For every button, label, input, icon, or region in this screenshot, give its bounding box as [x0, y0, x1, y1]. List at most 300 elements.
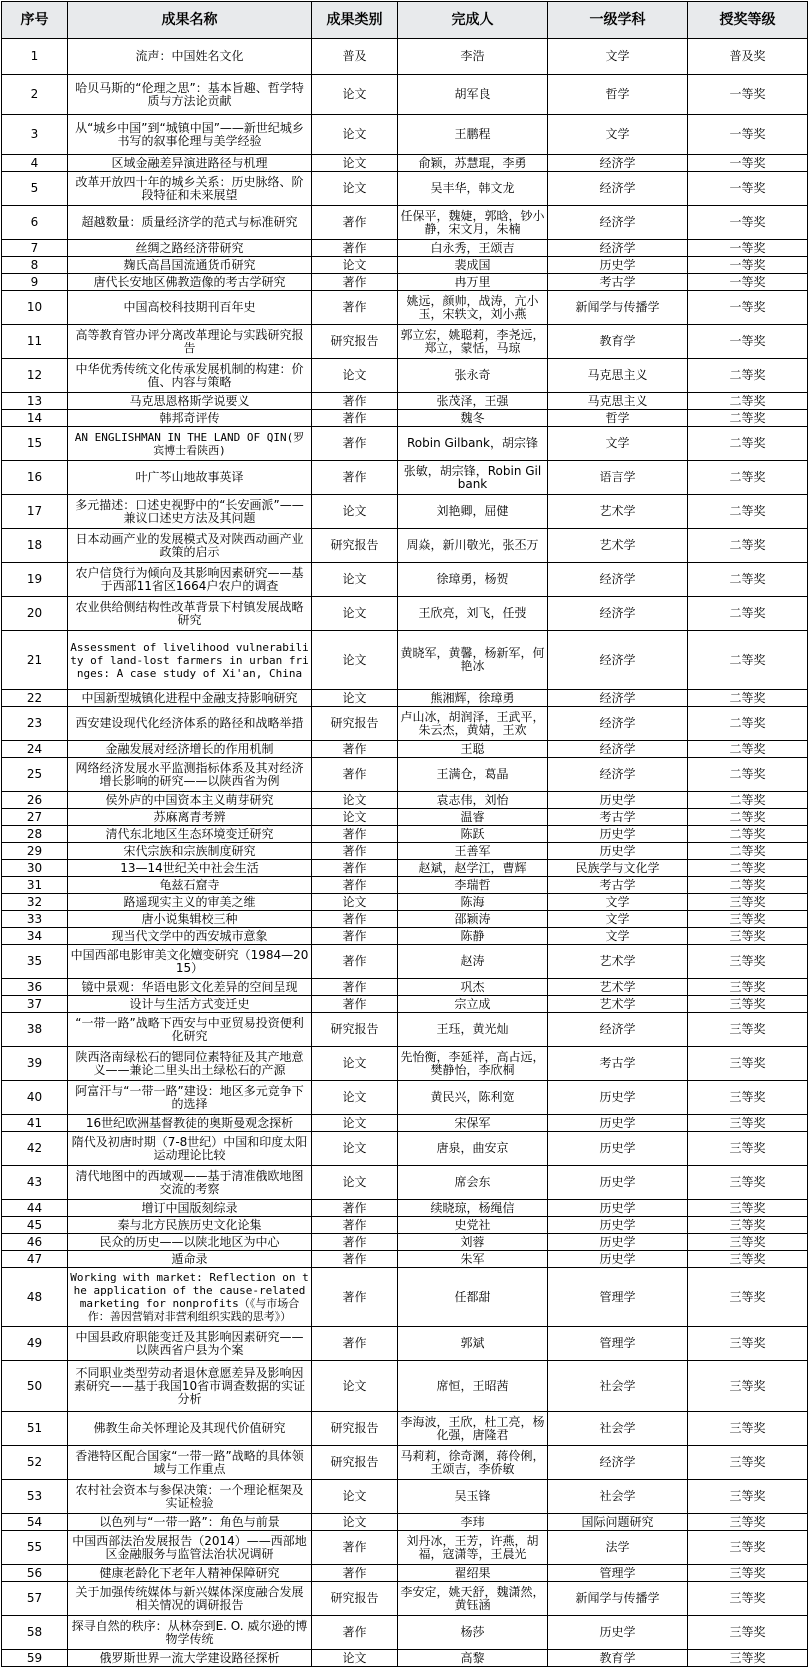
- row-award: 二等奖: [688, 410, 808, 427]
- row-category: 著作: [312, 1531, 398, 1565]
- row-index: 54: [2, 1514, 68, 1531]
- row-category: 论文: [312, 792, 398, 809]
- row-discipline: 艺术学: [548, 996, 688, 1013]
- row-category: 论文: [312, 894, 398, 911]
- row-title: 13—14世纪关中社会生活: [68, 860, 312, 877]
- table-row: [2, 928, 808, 945]
- row-title: 网络经济发展水平监测指标体系及其对经济增长影响的研究——以陕西省为例: [68, 758, 312, 792]
- row-index: 48: [2, 1268, 68, 1327]
- row-category: 著作: [312, 945, 398, 979]
- row-title: 清代地图中的西域观——基于清准俄欧地图交流的考察: [68, 1166, 312, 1200]
- row-discipline: 考古学: [548, 1047, 688, 1081]
- row-discipline: 经济学: [548, 172, 688, 206]
- row-index: 26: [2, 792, 68, 809]
- row-authors: 任保平，魏婕，郭晗，钞小静，宋文月，朱楠: [398, 206, 548, 240]
- row-authors: 赵斌，赵学江，曹辉: [398, 860, 548, 877]
- table-row: [2, 979, 808, 996]
- row-index: 16: [2, 461, 68, 495]
- row-index: 17: [2, 495, 68, 529]
- row-discipline: 法学: [548, 1531, 688, 1565]
- row-discipline: 历史学: [548, 792, 688, 809]
- row-title: 健康老龄化下老年人精神保障研究: [68, 1565, 312, 1582]
- row-authors: 胡军良: [398, 75, 548, 115]
- row-discipline: 经济学: [548, 563, 688, 597]
- awards-table: [1, 1, 808, 1667]
- table-row: [2, 1446, 808, 1480]
- table-row: [2, 359, 808, 393]
- row-category: 研究报告: [312, 529, 398, 563]
- table-row: [2, 1013, 808, 1047]
- row-category: 论文: [312, 359, 398, 393]
- row-index: 42: [2, 1132, 68, 1166]
- table-row: [2, 427, 808, 461]
- row-discipline: 历史学: [548, 1616, 688, 1650]
- row-category: 普及: [312, 39, 398, 75]
- row-authors: 李安定，姚天舒，魏潇然，黄钰涵: [398, 1582, 548, 1616]
- row-authors: 陈静: [398, 928, 548, 945]
- row-category: 研究报告: [312, 325, 398, 359]
- table-row: [2, 563, 808, 597]
- row-authors: 李玮: [398, 1514, 548, 1531]
- row-title: 宋代宗族和宗族制度研究: [68, 843, 312, 860]
- row-index: 7: [2, 240, 68, 257]
- row-authors: 赵涛: [398, 945, 548, 979]
- row-award: 二等奖: [688, 741, 808, 758]
- row-award: 二等奖: [688, 758, 808, 792]
- row-authors: 张永奇: [398, 359, 548, 393]
- row-index: 34: [2, 928, 68, 945]
- row-category: 论文: [312, 563, 398, 597]
- row-title: 遁命录: [68, 1251, 312, 1268]
- row-award: 三等奖: [688, 1132, 808, 1166]
- row-award: 一等奖: [688, 155, 808, 172]
- row-award: 三等奖: [688, 1200, 808, 1217]
- row-category: 论文: [312, 631, 398, 690]
- table-row: [2, 690, 808, 707]
- row-category: 著作: [312, 206, 398, 240]
- table-row: [2, 1582, 808, 1616]
- table-row: [2, 155, 808, 172]
- row-index: 37: [2, 996, 68, 1013]
- table-row: [2, 741, 808, 758]
- table-row: [2, 393, 808, 410]
- row-index: 36: [2, 979, 68, 996]
- row-category: 论文: [312, 75, 398, 115]
- table-row: [2, 911, 808, 928]
- row-index: 3: [2, 115, 68, 155]
- row-title: 路遥现实主义的审美之维: [68, 894, 312, 911]
- row-authors: 黄民兴，陈利宽: [398, 1081, 548, 1115]
- row-authors: 王珏，黄光灿: [398, 1013, 548, 1047]
- row-discipline: 历史学: [548, 257, 688, 274]
- row-discipline: 经济学: [548, 1013, 688, 1047]
- row-index: 25: [2, 758, 68, 792]
- row-discipline: 历史学: [548, 843, 688, 860]
- row-award: 二等奖: [688, 690, 808, 707]
- header-discipline: 一级学科: [548, 2, 688, 39]
- row-title: 设计与生活方式变迁史: [68, 996, 312, 1013]
- row-authors: 朱军: [398, 1251, 548, 1268]
- row-title: 马克思恩格斯学说要义: [68, 393, 312, 410]
- row-award: 二等奖: [688, 631, 808, 690]
- table-row: [2, 39, 808, 75]
- table-row: [2, 758, 808, 792]
- header-index: 序号: [2, 2, 68, 39]
- row-award: 三等奖: [688, 1327, 808, 1361]
- row-index: 23: [2, 707, 68, 741]
- row-category: 著作: [312, 826, 398, 843]
- row-award: 二等奖: [688, 809, 808, 826]
- row-discipline: 考古学: [548, 877, 688, 894]
- row-index: 10: [2, 291, 68, 325]
- row-index: 51: [2, 1412, 68, 1446]
- row-index: 24: [2, 741, 68, 758]
- row-authors: 先怡衡，李延祥，高占远，樊静怡，李欣桐: [398, 1047, 548, 1081]
- row-title: 韩邦奇评传: [68, 410, 312, 427]
- row-title: 俄罗斯世界一流大学建设路径探析: [68, 1650, 312, 1667]
- row-title: 关于加强传统媒体与新兴媒体深度融合发展相关情况的调研报告: [68, 1582, 312, 1616]
- table-row: [2, 325, 808, 359]
- row-award: 三等奖: [688, 1446, 808, 1480]
- table-row: [2, 1361, 808, 1412]
- row-award: 二等奖: [688, 843, 808, 860]
- row-category: 著作: [312, 427, 398, 461]
- row-discipline: 哲学: [548, 75, 688, 115]
- row-authors: 吴玉锋: [398, 1480, 548, 1514]
- row-authors: 马莉莉，徐奇渊，蒋伶俐，王颂吉，李侨敏: [398, 1446, 548, 1480]
- row-award: 三等奖: [688, 894, 808, 911]
- row-award: 三等奖: [688, 1361, 808, 1412]
- row-title: 区域金融差异演进路径与机理: [68, 155, 312, 172]
- row-title: 清代东北地区生态环境变迁研究: [68, 826, 312, 843]
- row-discipline: 管理学: [548, 1327, 688, 1361]
- row-category: 论文: [312, 1650, 398, 1667]
- row-index: 11: [2, 325, 68, 359]
- row-category: 研究报告: [312, 1412, 398, 1446]
- row-index: 35: [2, 945, 68, 979]
- row-award: 二等奖: [688, 461, 808, 495]
- row-category: 著作: [312, 860, 398, 877]
- table-row: [2, 1480, 808, 1514]
- row-category: 论文: [312, 1115, 398, 1132]
- table-row: [2, 1412, 808, 1446]
- row-discipline: 经济学: [548, 206, 688, 240]
- row-award: 三等奖: [688, 1234, 808, 1251]
- row-award: 三等奖: [688, 996, 808, 1013]
- table-row: [2, 1327, 808, 1361]
- row-award: 三等奖: [688, 1115, 808, 1132]
- row-award: 三等奖: [688, 1531, 808, 1565]
- row-discipline: 新闻学与传播学: [548, 291, 688, 325]
- row-index: 2: [2, 75, 68, 115]
- table-row: [2, 410, 808, 427]
- row-discipline: 马克思主义: [548, 393, 688, 410]
- row-category: 论文: [312, 1047, 398, 1081]
- row-authors: 高黎: [398, 1650, 548, 1667]
- row-award: 三等奖: [688, 1412, 808, 1446]
- row-title: 民众的历史——以陕北地区为中心: [68, 1234, 312, 1251]
- row-authors: 姚远，颜帅，战涛，亢小玉，宋轶文，刘小燕: [398, 291, 548, 325]
- row-authors: 俞颖，苏慧琨，李勇: [398, 155, 548, 172]
- row-award: 三等奖: [688, 1013, 808, 1047]
- row-title: 农村社会资本与参保决策：一个理论框架及实证检验: [68, 1480, 312, 1514]
- row-index: 56: [2, 1565, 68, 1582]
- table-row: [2, 826, 808, 843]
- row-index: 55: [2, 1531, 68, 1565]
- row-title: 日本动画产业的发展模式及对陕西动画产业政策的启示: [68, 529, 312, 563]
- row-award: 二等奖: [688, 826, 808, 843]
- row-index: 58: [2, 1616, 68, 1650]
- row-award: 三等奖: [688, 1268, 808, 1327]
- row-award: 一等奖: [688, 172, 808, 206]
- row-authors: 任都甜: [398, 1268, 548, 1327]
- row-discipline: 历史学: [548, 1251, 688, 1268]
- row-authors: 刘蓉: [398, 1234, 548, 1251]
- row-index: 18: [2, 529, 68, 563]
- table-row: [2, 240, 808, 257]
- row-authors: 李瑞哲: [398, 877, 548, 894]
- row-award: 三等奖: [688, 928, 808, 945]
- row-authors: 王鹏程: [398, 115, 548, 155]
- row-category: 著作: [312, 996, 398, 1013]
- row-index: 43: [2, 1166, 68, 1200]
- row-award: 三等奖: [688, 979, 808, 996]
- row-discipline: 文学: [548, 928, 688, 945]
- row-award: 一等奖: [688, 291, 808, 325]
- row-authors: 魏冬: [398, 410, 548, 427]
- row-category: 论文: [312, 1081, 398, 1115]
- table-row: [2, 1234, 808, 1251]
- row-title: AN ENGLISHMAN IN THE LAND OF QIN(罗宾博士看陕西): [68, 427, 312, 461]
- table-row: [2, 495, 808, 529]
- row-index: 14: [2, 410, 68, 427]
- row-authors: Robin Gilbank，胡宗锋: [398, 427, 548, 461]
- row-award: 三等奖: [688, 1650, 808, 1667]
- header-row: [2, 2, 808, 39]
- table-row: [2, 1268, 808, 1327]
- row-index: 40: [2, 1081, 68, 1115]
- row-index: 44: [2, 1200, 68, 1217]
- row-index: 41: [2, 1115, 68, 1132]
- row-category: 著作: [312, 877, 398, 894]
- table-row: [2, 809, 808, 826]
- row-category: 著作: [312, 274, 398, 291]
- row-category: 论文: [312, 1480, 398, 1514]
- row-discipline: 社会学: [548, 1412, 688, 1446]
- row-category: 论文: [312, 257, 398, 274]
- header-award: 授奖等级: [688, 2, 808, 39]
- row-award: 三等奖: [688, 1514, 808, 1531]
- table-row: [2, 1047, 808, 1081]
- row-discipline: 经济学: [548, 155, 688, 172]
- table-row: [2, 1531, 808, 1565]
- row-discipline: 管理学: [548, 1268, 688, 1327]
- row-title: 镜中景观：华语电影文化差异的空间呈现: [68, 979, 312, 996]
- row-index: 20: [2, 597, 68, 631]
- row-authors: 邵颖涛: [398, 911, 548, 928]
- row-index: 28: [2, 826, 68, 843]
- row-index: 19: [2, 563, 68, 597]
- row-discipline: 经济学: [548, 597, 688, 631]
- row-title: 侯外庐的中国资本主义萌芽研究: [68, 792, 312, 809]
- row-title: 唐代长安地区佛教造像的考古学研究: [68, 274, 312, 291]
- row-title: 增订中国版刻综录: [68, 1200, 312, 1217]
- row-discipline: 文学: [548, 39, 688, 75]
- row-category: 著作: [312, 1327, 398, 1361]
- row-discipline: 国际问题研究: [548, 1514, 688, 1531]
- row-title: 中国县政府职能变迁及其影响因素研究——以陕西省户县为个案: [68, 1327, 312, 1361]
- table-row: [2, 291, 808, 325]
- row-discipline: 新闻学与传播学: [548, 1582, 688, 1616]
- row-category: 著作: [312, 1565, 398, 1582]
- row-award: 一等奖: [688, 75, 808, 115]
- row-title: 不同职业类型劳动者退休意愿差异及影响因素研究——基于我国10省市调查数据的实证分析: [68, 1361, 312, 1412]
- row-discipline: 考古学: [548, 274, 688, 291]
- row-discipline: 文学: [548, 427, 688, 461]
- table-row: [2, 843, 808, 860]
- row-authors: 冉万里: [398, 274, 548, 291]
- row-category: 著作: [312, 393, 398, 410]
- row-authors: 宋保军: [398, 1115, 548, 1132]
- row-index: 57: [2, 1582, 68, 1616]
- row-award: 一等奖: [688, 115, 808, 155]
- row-category: 论文: [312, 1514, 398, 1531]
- row-index: 1: [2, 39, 68, 75]
- row-award: 二等奖: [688, 860, 808, 877]
- row-category: 论文: [312, 495, 398, 529]
- row-award: 三等奖: [688, 945, 808, 979]
- row-award: 二等奖: [688, 427, 808, 461]
- row-authors: 吴丰华，韩文龙: [398, 172, 548, 206]
- row-authors: 郭斌: [398, 1327, 548, 1361]
- row-category: 论文: [312, 155, 398, 172]
- row-authors: 黄晓军，黄馨，杨新军，何艳冰: [398, 631, 548, 690]
- row-category: 论文: [312, 115, 398, 155]
- row-authors: 宗立成: [398, 996, 548, 1013]
- row-title: 中国高校科技期刊百年史: [68, 291, 312, 325]
- row-category: 著作: [312, 741, 398, 758]
- table-row: [2, 597, 808, 631]
- table-row: [2, 115, 808, 155]
- row-title: Assessment of livelihood vulnerability of land-lost farmers in urban fringes: A case study of Xi'an, China: [68, 631, 312, 690]
- row-category: 著作: [312, 1268, 398, 1327]
- row-authors: 翟绍果: [398, 1565, 548, 1582]
- row-discipline: 历史学: [548, 826, 688, 843]
- row-award: 普及奖: [688, 39, 808, 75]
- row-index: 39: [2, 1047, 68, 1081]
- row-category: 论文: [312, 597, 398, 631]
- row-authors: 郭立宏，姚聪莉，李尧远，郑立，蒙恬，马琼: [398, 325, 548, 359]
- row-category: 著作: [312, 979, 398, 996]
- row-category: 论文: [312, 1132, 398, 1166]
- row-discipline: 文学: [548, 115, 688, 155]
- table-row: [2, 257, 808, 274]
- row-title: 佛教生命关怀理论及其现代价值研究: [68, 1412, 312, 1446]
- row-category: 著作: [312, 758, 398, 792]
- table-row: [2, 707, 808, 741]
- row-index: 38: [2, 1013, 68, 1047]
- row-authors: 李海波，王欣，杜工亮，杨化强，唐隆君: [398, 1412, 548, 1446]
- row-title: 超越数量：质量经济学的范式与标准研究: [68, 206, 312, 240]
- row-discipline: 历史学: [548, 1200, 688, 1217]
- row-authors: 王满仓，葛晶: [398, 758, 548, 792]
- row-discipline: 经济学: [548, 707, 688, 741]
- table-row: [2, 1115, 808, 1132]
- row-category: 著作: [312, 843, 398, 860]
- row-authors: 李浩: [398, 39, 548, 75]
- row-title: 农户信贷行为倾向及其影响因素研究——基于西部11省区1664户农户的调查: [68, 563, 312, 597]
- row-discipline: 社会学: [548, 1480, 688, 1514]
- table-row: [2, 1565, 808, 1582]
- row-index: 46: [2, 1234, 68, 1251]
- row-discipline: 艺术学: [548, 495, 688, 529]
- row-award: 三等奖: [688, 1217, 808, 1234]
- row-title: 多元描述：口述史视野中的“长安画派”——兼议口述史方法及其问题: [68, 495, 312, 529]
- row-discipline: 历史学: [548, 1166, 688, 1200]
- row-discipline: 语言学: [548, 461, 688, 495]
- row-authors: 刘艳卿，屈健: [398, 495, 548, 529]
- row-index: 32: [2, 894, 68, 911]
- row-award: 一等奖: [688, 206, 808, 240]
- table-row: [2, 75, 808, 115]
- table-row: [2, 792, 808, 809]
- row-discipline: 教育学: [548, 325, 688, 359]
- row-index: 29: [2, 843, 68, 860]
- row-title: 改革开放四十年的城乡关系：历史脉络、阶段特征和未来展望: [68, 172, 312, 206]
- row-index: 31: [2, 877, 68, 894]
- row-authors: 王善军: [398, 843, 548, 860]
- row-authors: 史党社: [398, 1217, 548, 1234]
- row-discipline: 文学: [548, 894, 688, 911]
- row-discipline: 历史学: [548, 1081, 688, 1115]
- row-award: 三等奖: [688, 911, 808, 928]
- row-award: 三等奖: [688, 1480, 808, 1514]
- row-category: 论文: [312, 1166, 398, 1200]
- row-award: 三等奖: [688, 1582, 808, 1616]
- row-authors: 陈海: [398, 894, 548, 911]
- row-discipline: 经济学: [548, 631, 688, 690]
- table-row: [2, 1217, 808, 1234]
- table-row: [2, 1251, 808, 1268]
- row-category: 研究报告: [312, 1446, 398, 1480]
- row-discipline: 管理学: [548, 1565, 688, 1582]
- row-authors: 唐泉，曲安京: [398, 1132, 548, 1166]
- row-discipline: 教育学: [548, 1650, 688, 1667]
- row-authors: 席会东: [398, 1166, 548, 1200]
- row-title: 秦与北方民族历史文化论集: [68, 1217, 312, 1234]
- row-title: 中华优秀传统文化传承发展机制的构建：价值、内容与策略: [68, 359, 312, 393]
- row-award: 一等奖: [688, 257, 808, 274]
- row-title: 探寻自然的秩序：从林奈到E. O. 威尔逊的博物学传统: [68, 1616, 312, 1650]
- row-discipline: 哲学: [548, 410, 688, 427]
- row-title: 丝绸之路经济带研究: [68, 240, 312, 257]
- header-authors: 完成人: [398, 2, 548, 39]
- row-title: 西安建设现代化经济体系的路径和战略举措: [68, 707, 312, 741]
- row-authors: 温睿: [398, 809, 548, 826]
- row-award: 三等奖: [688, 1081, 808, 1115]
- row-award: 二等奖: [688, 563, 808, 597]
- row-category: 论文: [312, 690, 398, 707]
- row-index: 5: [2, 172, 68, 206]
- row-title: 现当代文学中的西安城市意象: [68, 928, 312, 945]
- row-discipline: 考古学: [548, 809, 688, 826]
- row-discipline: 马克思主义: [548, 359, 688, 393]
- row-title: 从“城乡中国”到“城镇中国”——新世纪城乡书写的叙事伦理与美学经验: [68, 115, 312, 155]
- row-index: 52: [2, 1446, 68, 1480]
- row-category: 著作: [312, 461, 398, 495]
- table-row: [2, 945, 808, 979]
- row-award: 三等奖: [688, 1565, 808, 1582]
